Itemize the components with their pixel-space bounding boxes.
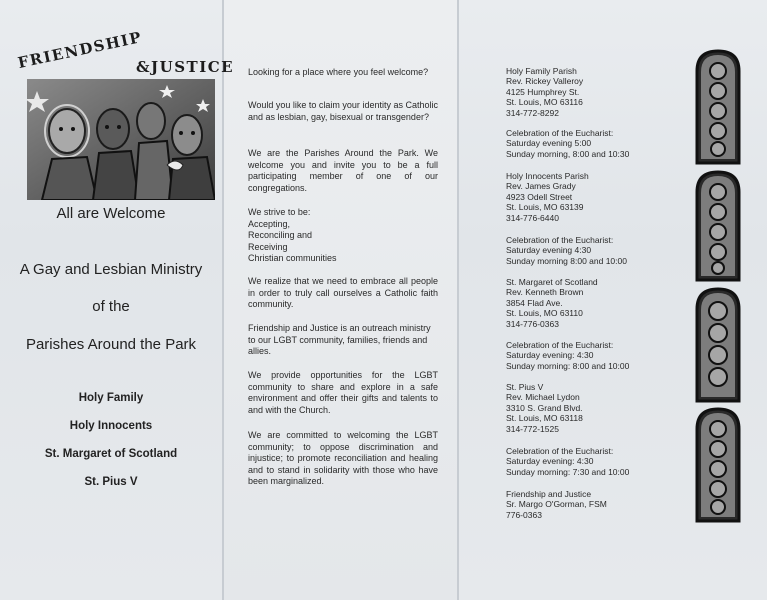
welcome-heading: All are Welcome xyxy=(56,205,166,222)
mass-line: Saturday evening 4:30 xyxy=(506,245,592,256)
mass-line: Celebration of the Eucharist: xyxy=(506,340,614,350)
contact-line: 4923 Odell Street xyxy=(506,191,573,202)
parish-contact-block xyxy=(506,277,686,329)
banner-line-2: &JUSTICE xyxy=(136,58,235,76)
paragraph-text: Friendship and Justice is an outreach ministry to our LGBT community, families, friends and allies. xyxy=(248,323,431,356)
parish-list xyxy=(0,390,222,502)
contact-line: 776-0363 xyxy=(506,509,542,520)
contact-line: Rev. Kenneth Brown xyxy=(506,287,584,298)
contact-line: St. Louis, MO 63116 xyxy=(506,97,583,108)
contact-line: St. Pius V xyxy=(506,382,544,392)
mass-line: Celebration of the Eucharist: xyxy=(506,128,614,138)
mass-line: Sunday morning 8:00 and 10:00 xyxy=(506,255,627,266)
paragraph-text: We strive to be: xyxy=(248,207,311,217)
parish-contact-block xyxy=(506,171,686,223)
mass-times-block xyxy=(506,128,686,159)
paragraph-identity xyxy=(248,100,438,123)
paragraph-opportunities xyxy=(248,370,438,416)
stained-glass-window-icon xyxy=(694,49,742,165)
contact-line: Sr. Margo O'Gorman, FSM xyxy=(506,499,607,510)
paragraph-committed xyxy=(248,430,438,488)
mass-line: Sunday morning: 8:00 and 10:00 xyxy=(506,360,630,371)
parish-list-item: Holy Family xyxy=(78,392,144,404)
mass-line: Saturday evening 5:00 xyxy=(506,138,592,149)
mass-line: Celebration of the Eucharist: xyxy=(506,446,614,456)
paragraph-text: We provide opportunities for the LGBT community to share and explore in a safe environment and offer their gifts and talents to and with the Church. xyxy=(248,370,438,415)
paragraph-looking xyxy=(248,67,438,79)
stained-glass-window-icon xyxy=(694,170,742,282)
ministry-heading: A Gay and Lesbian Ministry xyxy=(19,261,203,278)
contact-line: St. Louis, MO 63118 xyxy=(506,413,583,424)
contact-line: 3310 S. Grand Blvd. xyxy=(506,402,583,413)
stained-glass-window-icon xyxy=(694,407,742,523)
paragraph-text: We are the Parishes Around the Park. We welcome you and invite you to be a full participating member of one of our congregations. xyxy=(248,148,438,193)
mass-line: Saturday evening: 4:30 xyxy=(506,350,594,361)
mass-line: Saturday evening: 4:30 xyxy=(506,456,594,467)
mass-line: Sunday morning, 8:00 and 10:30 xyxy=(506,148,630,159)
mass-times-block xyxy=(506,235,686,266)
parish-list-item: Holy Innocents xyxy=(69,420,153,432)
strive-item: Christian communities xyxy=(248,253,337,263)
contact-line: Holy Innocents Parish xyxy=(506,171,589,181)
mass-times-block xyxy=(506,340,686,371)
contact-line: 4125 Humphrey St. xyxy=(506,86,580,97)
contact-line: St. Louis, MO 63110 xyxy=(506,308,583,319)
paragraph-outreach xyxy=(248,323,438,358)
paragraph-text: Would you like to claim your identity as Catholic and as lesbian, gay, bisexual or transgender? xyxy=(248,100,438,122)
strive-item: Accepting, xyxy=(248,218,291,229)
contact-line: Holy Family Parish xyxy=(506,66,577,76)
contact-line: 314-772-8292 xyxy=(506,107,559,118)
mass-line: Sunday morning: 7:30 and 10:00 xyxy=(506,466,630,477)
paragraph-strive xyxy=(248,207,438,265)
strive-item: Reconciling and xyxy=(248,230,313,240)
of-the-text: of the xyxy=(92,298,130,315)
paragraph-text: We are committed to welcoming the LGBT community; to oppose discrimination and injustice; to promote reconciliation and healing and to stand in solidarity with those who have been marginalized. xyxy=(248,430,438,486)
paragraph-embrace xyxy=(248,276,438,311)
ministry-contact-block xyxy=(506,489,686,520)
parishes-heading: Parishes Around the Park xyxy=(25,336,197,353)
contact-line: St. Louis, MO 63139 xyxy=(506,202,584,213)
people-illustration xyxy=(27,79,215,200)
contact-line: 3854 Flad Ave. xyxy=(506,297,563,308)
banner-line-1: FRIENDSHIP xyxy=(16,28,144,73)
contact-line: St. Margaret of Scotland xyxy=(506,277,598,287)
paragraph-text: Looking for a place where you feel welcome? xyxy=(248,67,429,77)
stained-glass-window-icon xyxy=(694,287,742,403)
contact-line: Rev. Rickey Valleroy xyxy=(506,76,584,87)
strive-item: Receiving xyxy=(248,241,288,252)
paragraph-text: We realize that we need to embrace all people in order to truly call ourselves a Catholic faith community. xyxy=(248,276,438,309)
contact-line: 314-776-0363 xyxy=(506,318,559,329)
banner-title xyxy=(16,28,235,76)
parish-list-item: St. Pius V xyxy=(84,476,138,488)
parish-contact-block xyxy=(506,66,686,118)
contact-line: Rev. Michael Lydon xyxy=(506,392,580,403)
mass-times-block xyxy=(506,446,686,477)
contact-line: 314-772-1525 xyxy=(506,423,559,434)
contact-line: Rev. James Grady xyxy=(506,181,576,192)
parish-contact-block xyxy=(506,382,686,434)
parish-list-item: St. Margaret of Scotland xyxy=(44,448,178,460)
contact-line: Friendship and Justice xyxy=(506,489,592,499)
contact-line: 314-776-6440 xyxy=(506,212,559,223)
mass-line: Celebration of the Eucharist: xyxy=(506,235,614,245)
paragraph-parishes xyxy=(248,148,438,194)
